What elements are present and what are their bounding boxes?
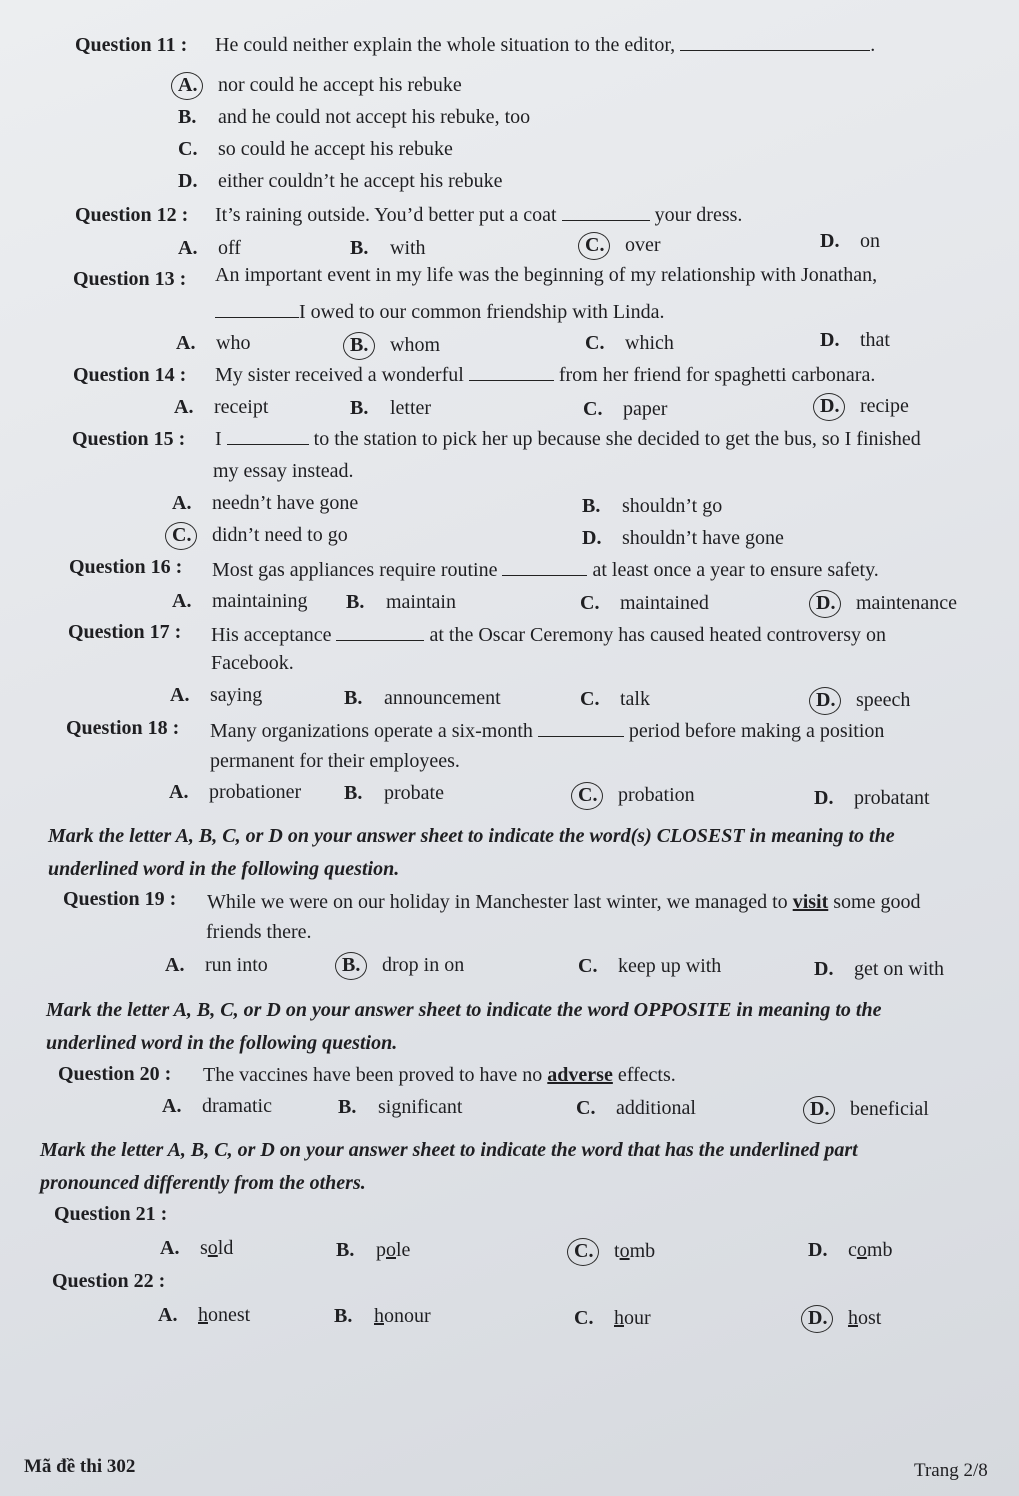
q15-option-d: D. shouldn’t have gone	[582, 527, 784, 549]
question-15-stem: I to the station to pick her up because she decided to get the bus, so I finished	[215, 424, 991, 454]
q20-option-a: A. dramatic	[162, 1095, 272, 1117]
question-18-label: Question 18 :	[66, 717, 180, 739]
answer-circle-mark: C.	[585, 230, 625, 260]
question-14-stem: My sister received a wonderful from her friend for spaghetti carbonara.	[215, 360, 991, 390]
answer-circle-mark: D.	[816, 588, 856, 618]
answer-circle-mark: B.	[350, 330, 390, 360]
exam-code: Mã đề thi 302	[24, 1456, 136, 1477]
q16-option-c: C. maintained	[580, 592, 709, 614]
q21-option-d: D. comb	[808, 1239, 893, 1261]
q12-option-c: C. over	[585, 230, 661, 260]
question-19-stem: While we were on our holiday in Manchester last winter, we managed to visit some good	[207, 891, 921, 913]
q11-option-a: A. nor could he accept his rebuke	[178, 70, 462, 100]
question-18-stem: Many organizations operate a six-month period before making a position	[210, 716, 991, 746]
q16-option-a: A. maintaining	[172, 590, 308, 612]
question-17-stem: His acceptance at the Oscar Ceremony has caused heated controversy on	[211, 620, 991, 650]
q22-option-c: C. hour	[574, 1307, 651, 1329]
q20-option-d: D. beneficial	[810, 1094, 929, 1124]
q18-option-d: D. probatant	[814, 787, 930, 809]
question-11-stem: He could neither explain the whole situation to the editor, .	[215, 30, 991, 60]
question-20-label: Question 20 :	[58, 1063, 172, 1085]
answer-blank	[215, 297, 299, 318]
question-19-stem-line2: friends there.	[206, 921, 312, 943]
instruction-pronunciation: Mark the letter A, B, C, or D on your answer sheet to indicate the word that has the underlined part pronounced differently from the others.	[40, 1139, 858, 1194]
q19-option-b: B. drop in on	[342, 950, 464, 980]
q21-option-b: B. pole	[336, 1239, 411, 1261]
q22-option-a: A. honest	[158, 1304, 251, 1326]
answer-circle-mark: D.	[820, 391, 860, 421]
q15-option-a: A. needn’t have gone	[172, 492, 359, 514]
question-17-stem-line2: Facebook.	[211, 652, 294, 674]
q18-option-b: B. probate	[344, 782, 444, 804]
question-19-label: Question 19 :	[63, 888, 177, 910]
q22-option-d: D. host	[808, 1303, 881, 1333]
question-14-label: Question 14 :	[73, 364, 187, 386]
q17-option-b: B. announcement	[344, 687, 501, 709]
answer-blank	[680, 30, 870, 51]
question-15-stem-line2: my essay instead.	[213, 460, 354, 482]
answer-blank	[469, 360, 554, 381]
question-21-label: Question 21 :	[54, 1203, 168, 1225]
q13-option-b: B. whom	[350, 330, 440, 360]
question-12-stem: It’s raining outside. You’d better put a coat your dress.	[215, 200, 991, 230]
question-18-stem-line2: permanent for their employees.	[210, 750, 460, 772]
question-17-label: Question 17 :	[68, 621, 182, 643]
q19-option-d: D. get on with	[814, 958, 944, 980]
instruction-opposite: Mark the letter A, B, C, or D on your answer sheet to indicate the word OPPOSITE in meaning to the underlined word in the following question.	[46, 999, 882, 1054]
question-16-label: Question 16 :	[69, 556, 183, 578]
answer-blank	[538, 716, 624, 737]
answer-circle-mark: D.	[808, 1303, 848, 1333]
q12-option-a: A. off	[178, 237, 241, 259]
q20-option-b: B. significant	[338, 1096, 463, 1118]
question-12-label: Question 12 :	[75, 204, 189, 226]
q12-option-b: B. with	[350, 237, 426, 259]
q13-option-a: A. who	[176, 332, 251, 354]
q11-option-d: D. either couldn’t he accept his rebuke	[178, 170, 503, 192]
q18-option-c: C. probation	[578, 780, 695, 810]
question-11-label: Question 11 :	[75, 34, 188, 56]
question-16-stem: Most gas appliances require routine at least once a year to ensure safety.	[212, 555, 991, 585]
answer-blank	[336, 620, 424, 641]
page-number: Trang 2/8	[914, 1460, 988, 1481]
answer-circle-mark: C.	[172, 520, 212, 550]
answer-blank	[562, 200, 650, 221]
q19-option-c: C. keep up with	[578, 955, 722, 977]
q14-option-c: C. paper	[583, 398, 668, 420]
q14-option-d: D. recipe	[820, 391, 909, 421]
answer-circle-mark: D.	[810, 1094, 850, 1124]
q12-option-d: D. on	[820, 230, 880, 252]
answer-circle-mark: B.	[342, 950, 382, 980]
question-13-label: Question 13 :	[73, 268, 187, 290]
q16-option-b: B. maintain	[346, 591, 456, 613]
q13-option-c: C. which	[585, 332, 674, 354]
q15-option-c: C. didn’t need to go	[172, 520, 348, 550]
answer-circle-mark: A.	[178, 70, 218, 100]
answer-blank	[502, 555, 587, 576]
question-13-stem-line2: I owed to our common friendship with Linda.	[215, 297, 991, 327]
answer-circle-mark: D.	[816, 685, 856, 715]
q14-option-b: B. letter	[350, 397, 432, 419]
q17-option-a: A. saying	[170, 684, 263, 706]
question-22-label: Question 22 :	[52, 1270, 166, 1292]
answer-circle-mark: C.	[574, 1236, 614, 1266]
q20-option-c: C. additional	[576, 1097, 696, 1119]
question-20-stem: The vaccines have been proved to have no adverse effects.	[203, 1064, 676, 1086]
q17-option-c: C. talk	[580, 688, 650, 710]
q18-option-a: A. probationer	[169, 781, 302, 803]
answer-circle-mark: C.	[578, 780, 618, 810]
q15-option-b: B. shouldn’t go	[582, 495, 723, 517]
instruction-closest: Mark the letter A, B, C, or D on your answer sheet to indicate the word(s) CLOSEST in meaning to the underlined word in the following question.	[48, 825, 895, 880]
q16-option-d: D. maintenance	[816, 588, 957, 618]
q21-option-a: A. sold	[160, 1237, 234, 1259]
q21-option-c: C. tomb	[574, 1236, 655, 1266]
q11-option-b: B. and he could not accept his rebuke, too	[178, 106, 531, 128]
q22-option-b: B. honour	[334, 1305, 431, 1327]
q11-option-c: C. so could he accept his rebuke	[178, 138, 453, 160]
question-13-stem-line1: An important event in my life was the beginning of my relationship with Jonathan,	[215, 264, 878, 286]
q14-option-a: A. receipt	[174, 396, 269, 418]
q17-option-d: D. speech	[816, 685, 910, 715]
q13-option-d: D. that	[820, 329, 890, 351]
q19-option-a: A. run into	[165, 954, 268, 976]
question-15-label: Question 15 :	[72, 428, 186, 450]
answer-blank	[227, 424, 309, 445]
